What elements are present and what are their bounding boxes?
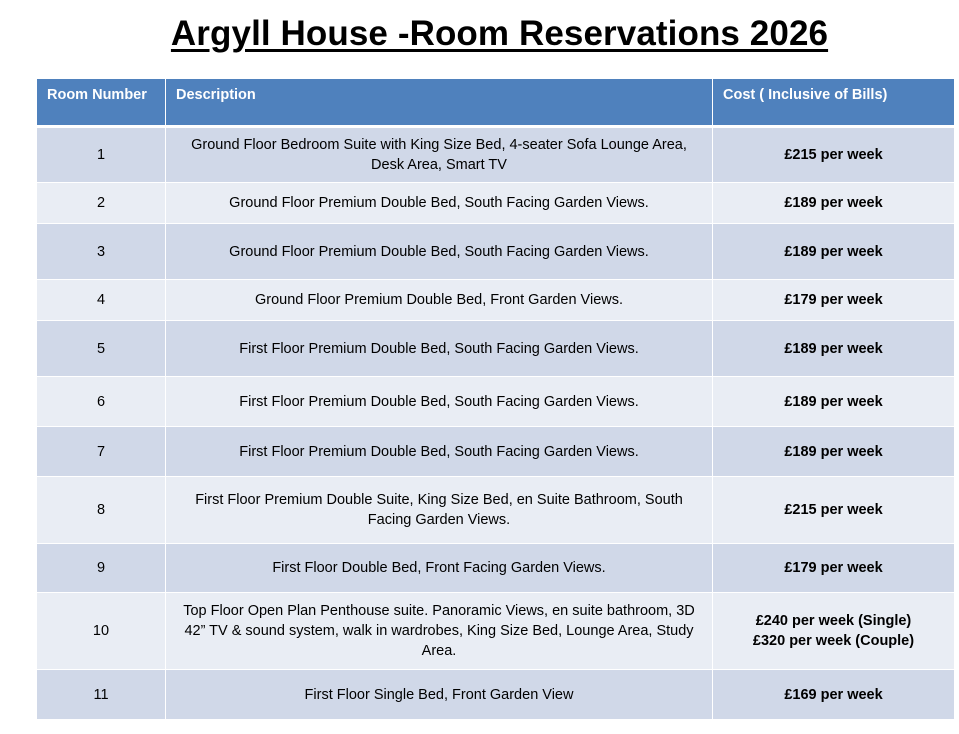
cost-line: £179 per week bbox=[784, 292, 883, 308]
table-row bbox=[37, 477, 955, 544]
cost-line: £215 per week bbox=[784, 147, 883, 163]
header-description: Description bbox=[166, 79, 713, 127]
page-title: Argyll House -Room Reservations 2026 bbox=[170, 14, 829, 53]
room-number-cell: 9 bbox=[37, 544, 166, 593]
table-header-row bbox=[37, 79, 955, 127]
table-row bbox=[37, 224, 955, 280]
room-number-cell: 2 bbox=[37, 183, 166, 224]
description-cell: First Floor Premium Double Bed, South Facing Garden Views. bbox=[166, 377, 713, 427]
header-cost: Cost ( Inclusive of Bills) bbox=[713, 79, 955, 127]
description-cell: First Floor Premium Double Bed, South Facing Garden Views. bbox=[166, 321, 713, 377]
cost-cell bbox=[713, 377, 955, 427]
room-number-cell: 10 bbox=[37, 593, 166, 670]
cost-cell bbox=[713, 477, 955, 544]
cost-cell bbox=[713, 427, 955, 477]
cost-line: £189 per week bbox=[784, 443, 883, 460]
description-cell: First Floor Double Bed, Front Facing Garden Views. bbox=[166, 544, 713, 593]
description-cell: Top Floor Open Plan Penthouse suite. Panoramic Views, en suite bathroom, 3D 42” TV & sound system, walk in wardrobes, King Size Bed, Lounge Area, Study Area. bbox=[166, 593, 713, 670]
room-number-cell: 11 bbox=[37, 670, 166, 720]
description-cell: Ground Floor Premium Double Bed, Front Garden Views. bbox=[166, 280, 713, 321]
cost-cell bbox=[713, 544, 955, 593]
room-number-cell: 5 bbox=[37, 321, 166, 377]
room-number-cell: 1 bbox=[37, 127, 166, 183]
cost-line: £189 per week bbox=[784, 393, 883, 410]
cost-line: £320 per week (Couple) bbox=[752, 633, 915, 649]
reservations-table bbox=[36, 78, 955, 720]
table-row bbox=[37, 280, 955, 321]
cost-line: £179 per week bbox=[784, 560, 883, 576]
table-row bbox=[37, 427, 955, 477]
description-cell: First Floor Premium Double Suite, King Size Bed, en Suite Bathroom, South Facing Garden Views. bbox=[166, 477, 713, 544]
description-cell: Ground Floor Bedroom Suite with King Size Bed, 4-seater Sofa Lounge Area, Desk Area, Smart TV bbox=[166, 127, 713, 183]
description-cell: Ground Floor Premium Double Bed, South Facing Garden Views. bbox=[166, 224, 713, 280]
cost-cell bbox=[713, 183, 955, 224]
table-row bbox=[37, 593, 955, 670]
room-number-cell: 7 bbox=[37, 427, 166, 477]
description-cell: Ground Floor Premium Double Bed, South Facing Garden Views. bbox=[166, 183, 713, 224]
cost-cell bbox=[713, 127, 955, 183]
cost-line: £189 per week bbox=[784, 243, 883, 260]
table-row bbox=[37, 183, 955, 224]
table-row bbox=[37, 321, 955, 377]
room-number-cell: 4 bbox=[37, 280, 166, 321]
table-row bbox=[37, 670, 955, 720]
header-room-number: Room Number bbox=[37, 79, 166, 127]
cost-cell bbox=[713, 593, 955, 670]
cost-line: £189 per week bbox=[784, 195, 883, 211]
cost-line: £215 per week bbox=[784, 502, 883, 518]
cost-cell bbox=[713, 321, 955, 377]
cost-cell bbox=[713, 224, 955, 280]
cost-cell bbox=[713, 280, 955, 321]
room-number-cell: 3 bbox=[37, 224, 166, 280]
table-row bbox=[37, 544, 955, 593]
room-number-cell: 8 bbox=[37, 477, 166, 544]
description-cell: First Floor Premium Double Bed, South Facing Garden Views. bbox=[166, 427, 713, 477]
table-body bbox=[37, 127, 955, 720]
table-row bbox=[37, 377, 955, 427]
cost-cell bbox=[713, 670, 955, 720]
cost-line: £240 per week (Single) bbox=[755, 613, 912, 629]
room-number-cell: 6 bbox=[37, 377, 166, 427]
description-cell: First Floor Single Bed, Front Garden View bbox=[166, 670, 713, 720]
cost-line: £189 per week bbox=[784, 340, 883, 357]
cost-line: £169 per week bbox=[784, 686, 883, 703]
table-row bbox=[37, 127, 955, 183]
